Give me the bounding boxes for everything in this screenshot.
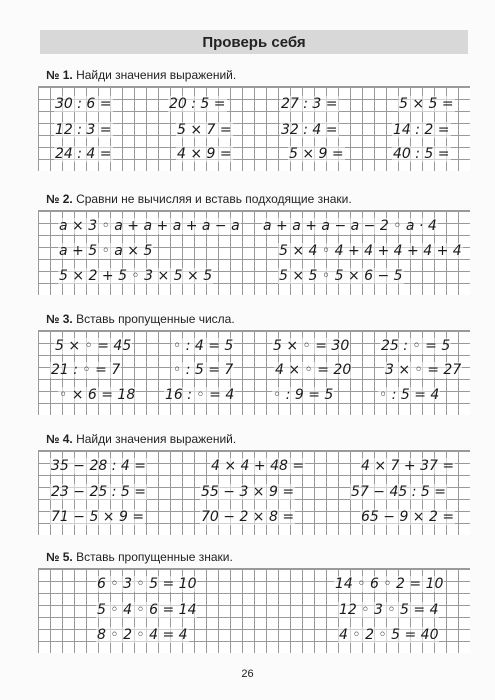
expression: 21 : ◦ = 7 <box>51 362 121 378</box>
expression: 35 − 28 : 4 = <box>51 458 146 474</box>
task-text: Вставь пропущенные числа. <box>76 312 235 326</box>
task-1-title <box>46 68 236 82</box>
task-number: № 2. <box>46 192 73 206</box>
task-text: Вставь пропущенные знаки. <box>76 550 233 564</box>
expression: 40 : 5 = <box>393 146 450 162</box>
task-number: № 3. <box>46 312 73 326</box>
expression: 6 ◦ 3 ◦ 5 = 10 <box>97 576 197 592</box>
expression: 24 : 4 = <box>55 146 112 162</box>
expression: 32 : 4 = <box>281 122 338 138</box>
expression: 16 : ◦ = 4 <box>165 387 235 403</box>
expression: ◦ : 9 = 5 <box>273 387 334 403</box>
expression: 71 − 5 × 9 = <box>51 509 145 525</box>
task-text: Сравни не вычисляя и вставь подходящие знаки. <box>76 192 352 206</box>
expression: 70 − 2 × 8 = <box>201 509 295 525</box>
expression: 5 × 5 ◦ 5 × 6 − 5 <box>279 268 403 284</box>
page-title: Проверь себя <box>40 30 468 54</box>
expression: a × 3 ◦ a + a + a + a − a <box>59 218 240 234</box>
task-number: № 1. <box>46 68 73 82</box>
expression: 4 × 9 = <box>177 146 232 162</box>
expression: 5 × 9 = <box>289 146 344 162</box>
expression: 65 − 9 × 2 = <box>361 509 455 525</box>
expression: 5 × 7 = <box>177 122 232 138</box>
expression: 12 : 3 = <box>55 122 112 138</box>
expression: a + 5 ◦ a × 5 <box>59 243 153 259</box>
expression: ◦ : 4 = 5 <box>173 338 234 354</box>
task-number: № 5. <box>46 550 73 564</box>
task-number: № 4. <box>46 432 73 446</box>
task-4-title <box>46 432 236 446</box>
expression: 5 × 2 + 5 ◦ 3 × 5 × 5 <box>59 268 213 284</box>
expression: ◦ : 5 = 4 <box>379 387 440 403</box>
expression: 5 × 4 ◦ 4 + 4 + 4 + 4 + 4 <box>279 243 462 259</box>
expression: 4 × ◦ = 20 <box>275 362 352 378</box>
expression: 5 × ◦ = 30 <box>273 338 350 354</box>
expression: 57 − 45 : 5 = <box>351 484 446 500</box>
expression: 5 × 5 = <box>399 96 454 112</box>
expression: 4 ◦ 2 ◦ 5 = 40 <box>339 627 439 643</box>
expression: 14 ◦ 6 ◦ 2 = 10 <box>335 576 444 592</box>
expression: 27 : 3 = <box>281 96 338 112</box>
expression: ◦ : 5 = 7 <box>173 362 234 378</box>
expression: 55 − 3 × 9 = <box>201 484 295 500</box>
task-text: Найди значения выражений. <box>76 68 237 82</box>
expression: 3 × ◦ = 27 <box>385 362 462 378</box>
expression: a + a + a − a − 2 ◦ a · 4 <box>263 218 437 234</box>
expression: 14 : 2 = <box>393 122 450 138</box>
expression: 8 ◦ 2 ◦ 4 = 4 <box>97 627 188 643</box>
expression: 4 × 7 + 37 = <box>361 458 455 474</box>
page-number: 26 <box>241 668 254 680</box>
expression: 25 : ◦ = 5 <box>381 338 451 354</box>
expression: 23 − 25 : 5 = <box>51 484 146 500</box>
task-3-title <box>46 312 235 326</box>
expression: 4 × 4 + 48 = <box>211 458 305 474</box>
task-5-title <box>46 550 233 564</box>
task-text: Найди значения выражений. <box>76 432 237 446</box>
expression: 30 : 6 = <box>55 96 112 112</box>
expression: 20 : 5 = <box>169 96 226 112</box>
expression: 12 ◦ 3 ◦ 5 = 4 <box>339 602 439 618</box>
task-2-title <box>46 192 352 206</box>
expression: ◦ × 6 = 18 <box>59 387 136 403</box>
expression: 5 ◦ 4 ◦ 6 = 14 <box>97 602 197 618</box>
expression: 5 × ◦ = 45 <box>55 338 132 354</box>
